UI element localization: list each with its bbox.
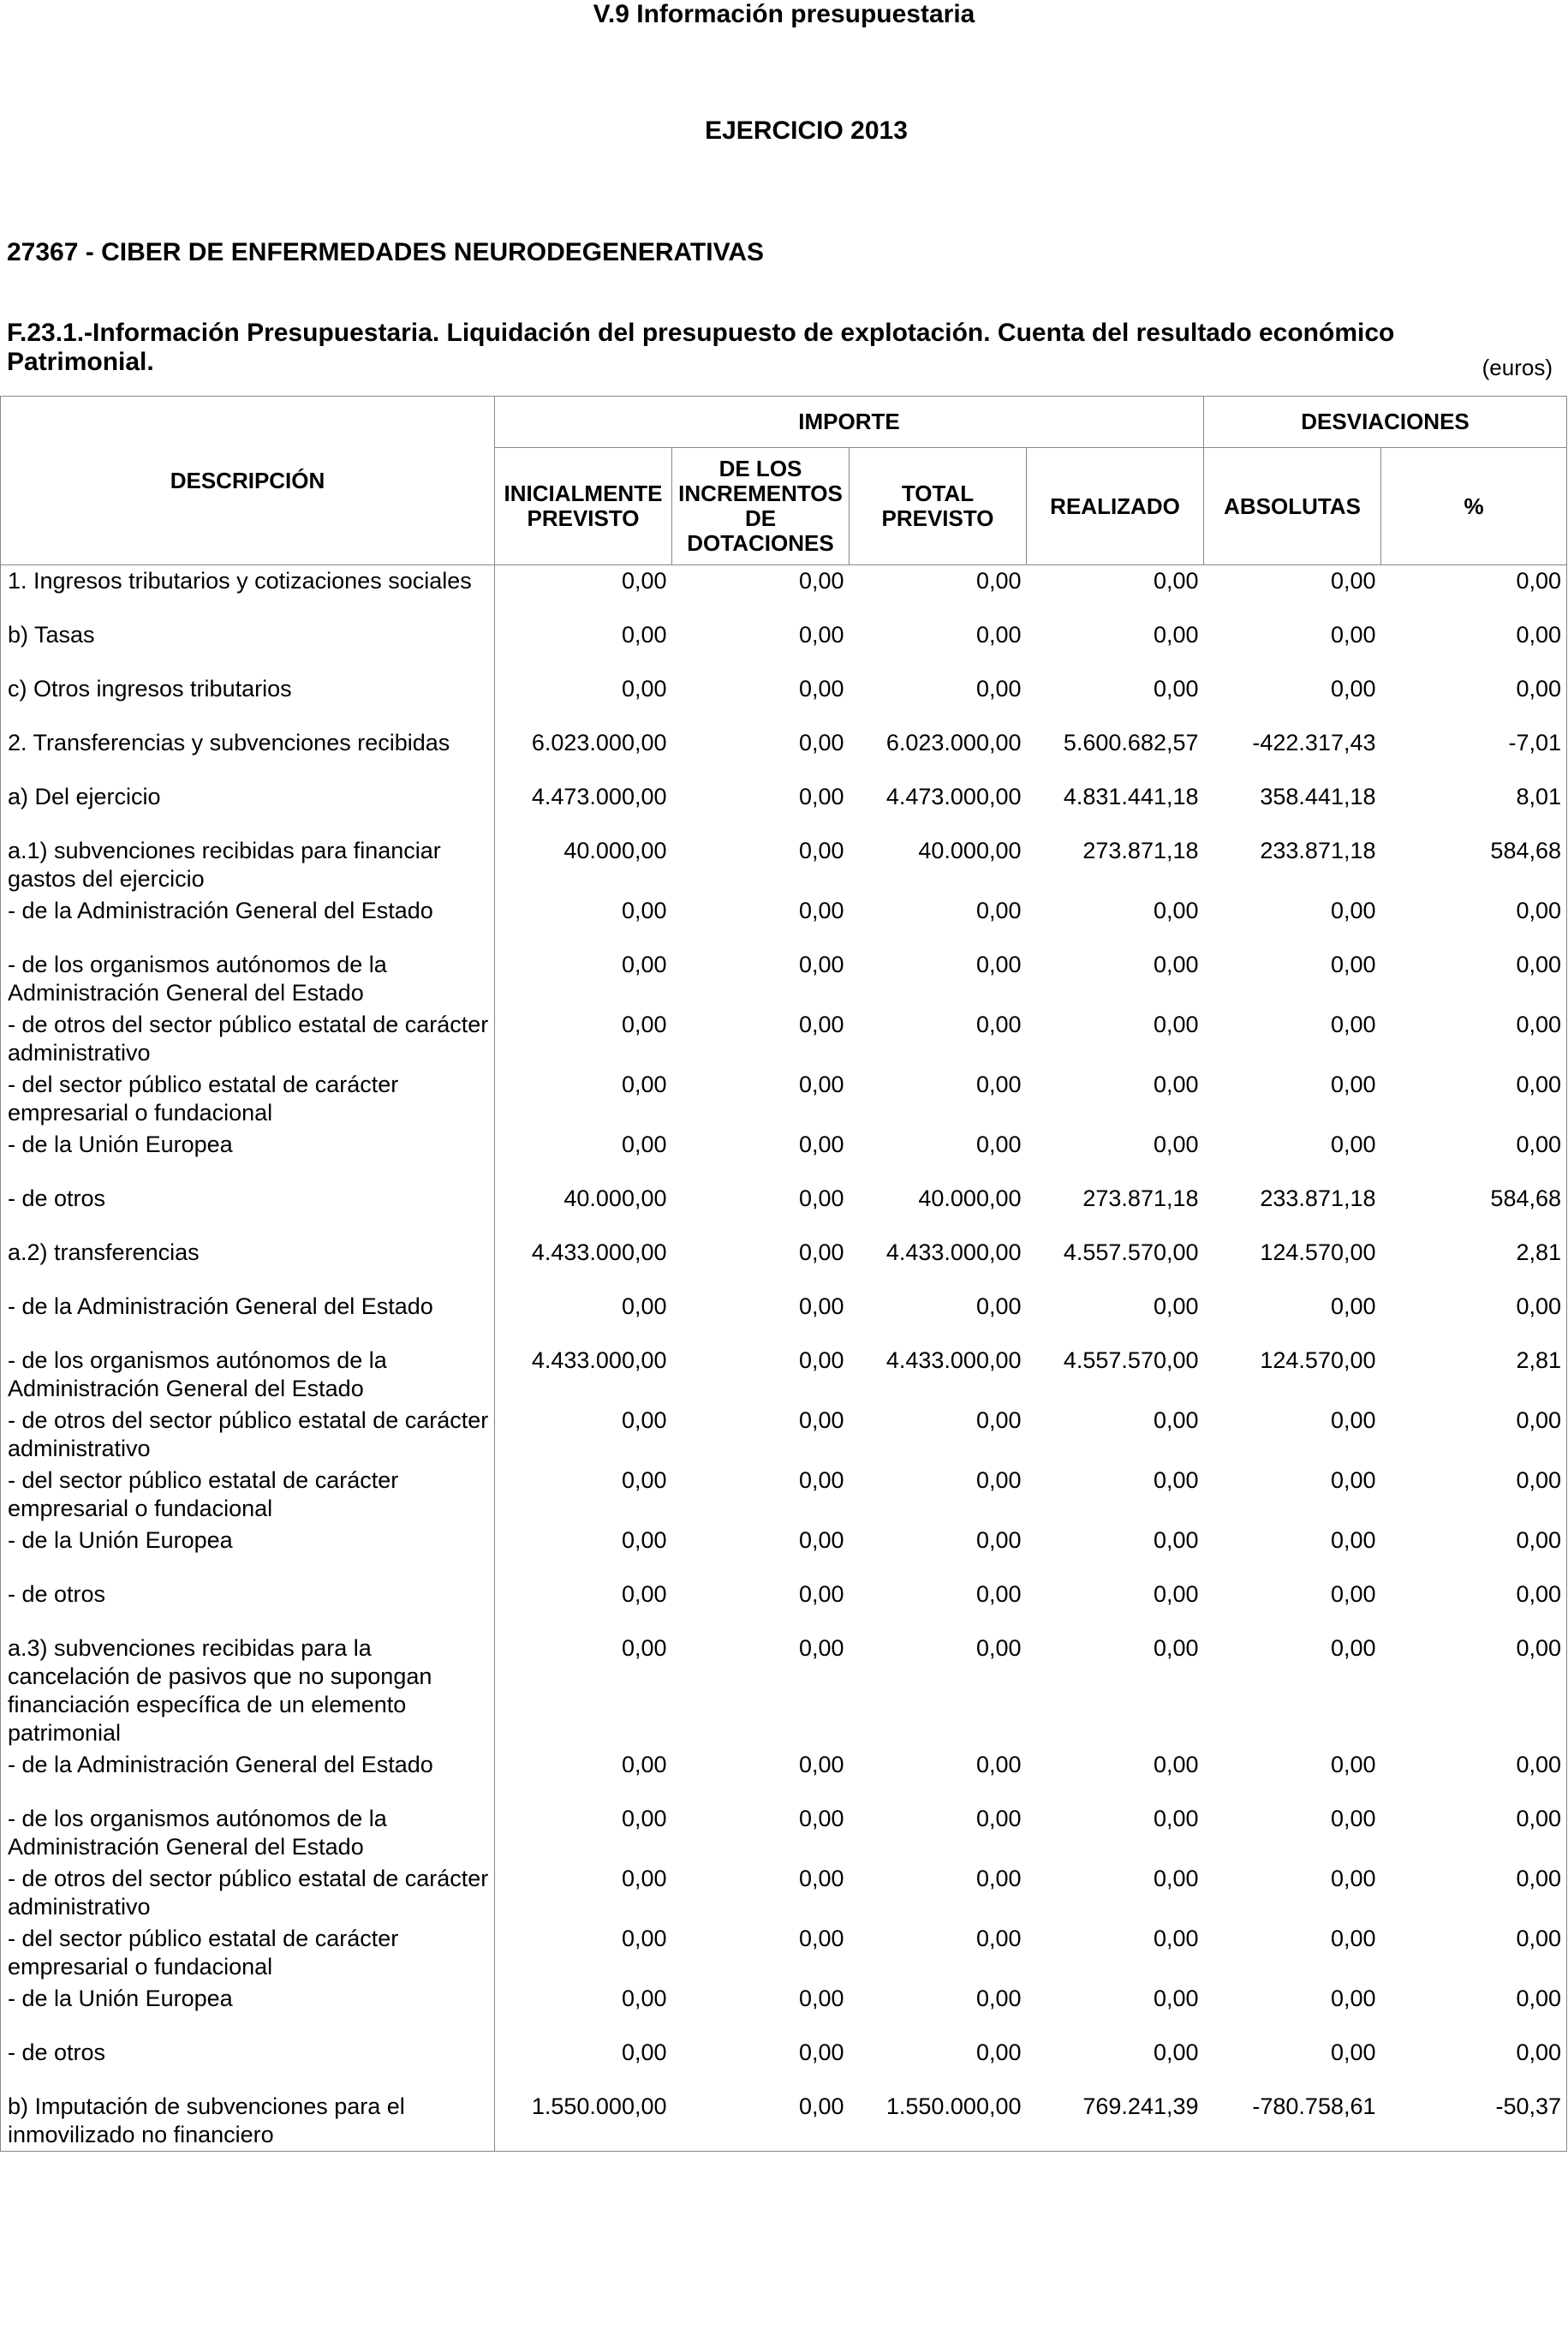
row-description: - de la Unión Europea: [1, 1525, 495, 1579]
table-row: [1, 673, 1567, 727]
cell-inicialmente-previsto: 0,00: [621, 1752, 667, 1777]
cell-absolutas: 0,00: [1330, 1752, 1376, 1777]
cell-inicialmente-previsto: 40.000,00: [563, 1185, 667, 1211]
cell-total-previsto: 0,00: [975, 1581, 1022, 1607]
cell-inicialmente-previsto: 0,00: [621, 568, 667, 594]
cell-realizado: 0,00: [1153, 1635, 1199, 1661]
cell-inicialmente-previsto: 0,00: [621, 676, 667, 702]
cell-total-previsto: 0,00: [975, 1467, 1022, 1493]
cell-realizado: 0,00: [1153, 1012, 1199, 1037]
cell-inicialmente-previsto: 6.023.000,00: [531, 730, 667, 755]
cell-percent: 0,00: [1381, 1291, 1567, 1345]
row-description: - del sector público estatal de carácter empresarial o fundacional: [1, 1923, 495, 1983]
table-row: [1, 1525, 1567, 1579]
cell-absolutas: 0,00: [1330, 1012, 1376, 1037]
cell-percent: 0,00: [1381, 1009, 1567, 1069]
cell-absolutas: 0,00: [1330, 1293, 1376, 1319]
exercise-year: EJERCICIO 2013: [705, 116, 908, 145]
cell-percent: -50,37: [1381, 2091, 1567, 2152]
cell-absolutas: 0,00: [1330, 676, 1376, 702]
header-row-groups: [1, 397, 1567, 448]
column-header-realizado: REALIZADO: [1027, 448, 1204, 565]
cell-realizado: 0,00: [1153, 1926, 1199, 1951]
row-description: a.2) transferencias: [1, 1237, 495, 1291]
cell-absolutas: 0,00: [1330, 1581, 1376, 1607]
row-description: - de la Administración General del Estado: [1, 895, 495, 949]
cell-incrementos: 0,00: [798, 1407, 844, 1433]
cell-realizado: 0,00: [1153, 1752, 1199, 1777]
cell-inicialmente-previsto: 0,00: [621, 1012, 667, 1037]
cell-percent: 0,00: [1381, 1983, 1567, 2037]
cell-total-previsto: 0,00: [975, 568, 1022, 594]
cell-incrementos: 0,00: [798, 952, 844, 977]
cell-absolutas: 0,00: [1330, 952, 1376, 977]
cell-percent: 0,00: [1381, 949, 1567, 1009]
entity-name: 27367 - CIBER DE ENFERMEDADES NEURODEGENERATIVAS: [7, 238, 765, 266]
cell-inicialmente-previsto: 0,00: [621, 622, 667, 648]
cell-incrementos: 0,00: [798, 1752, 844, 1777]
row-description: - de la Administración General del Estado: [1, 1749, 495, 1803]
table-row: [1, 1749, 1567, 1803]
cell-percent: 0,00: [1381, 1803, 1567, 1863]
cell-percent: 0,00: [1381, 1069, 1567, 1129]
cell-total-previsto: 0,00: [975, 1635, 1022, 1661]
column-group-importe: IMPORTE: [495, 397, 1204, 448]
row-description: - de los organismos autónomos de la Administración General del Estado: [1, 1803, 495, 1863]
cell-incrementos: 0,00: [672, 2091, 850, 2152]
cell-percent: -7,01: [1381, 727, 1567, 781]
cell-absolutas: 0,00: [1330, 1132, 1376, 1157]
cell-incrementos: 0,00: [798, 1185, 844, 1211]
cell-total-previsto: 0,00: [975, 622, 1022, 648]
cell-percent: 0,00: [1381, 565, 1567, 620]
cell-realizado: 273.871,18: [1082, 838, 1199, 863]
cell-percent: 0,00: [1381, 1465, 1567, 1525]
cell-percent: 0,00: [1381, 1405, 1567, 1465]
cell-incrementos: 0,00: [798, 1132, 844, 1157]
cell-inicialmente-previsto: 4.473.000,00: [531, 784, 667, 809]
row-description: - de la Unión Europea: [1, 1983, 495, 2037]
cell-incrementos: 0,00: [798, 1072, 844, 1097]
cell-percent: 0,00: [1381, 673, 1567, 727]
table-row: [1, 949, 1567, 1009]
table-row: [1, 1803, 1567, 1863]
column-header-inicialmente-previsto: INICIALMENTE PREVISTO: [495, 448, 672, 565]
table-row: [1, 1633, 1567, 1749]
cell-incrementos: 0,00: [798, 1347, 844, 1373]
cell-incrementos: 0,00: [798, 1239, 844, 1265]
cell-realizado: 0,00: [1153, 1072, 1199, 1097]
cell-incrementos: 0,00: [798, 1581, 844, 1607]
cell-absolutas: -422.317,43: [1252, 730, 1376, 755]
cell-inicialmente-previsto: 0,00: [621, 1806, 667, 1831]
cell-total-previsto: 0,00: [975, 1527, 1022, 1553]
cell-total-previsto: 40.000,00: [918, 1185, 1022, 1211]
cell-inicialmente-previsto: 0,00: [621, 1132, 667, 1157]
cell-absolutas: 0,00: [1330, 568, 1376, 594]
cell-percent: 0,00: [1381, 1633, 1567, 1749]
row-description: - de otros del sector público estatal de carácter administrativo: [1, 1863, 495, 1923]
cell-realizado: 4.831.441,18: [1063, 784, 1199, 809]
row-description: 1. Ingresos tributarios y cotizaciones sociales: [1, 565, 495, 620]
table-row: [1, 1129, 1567, 1183]
table-row: [1, 1069, 1567, 1129]
row-description: a.1) subvenciones recibidas para financiar gastos del ejercicio: [1, 835, 495, 895]
cell-realizado: 0,00: [1153, 1293, 1199, 1319]
column-header-description: DESCRIPCIÓN: [1, 397, 495, 565]
cell-absolutas: 0,00: [1330, 1926, 1376, 1951]
cell-total-previsto: 0,00: [975, 1806, 1022, 1831]
cell-absolutas: 124.570,00: [1260, 1347, 1376, 1373]
cell-absolutas: 0,00: [1330, 1527, 1376, 1553]
table-row: [1, 1009, 1567, 1069]
cell-incrementos: 0,00: [798, 1527, 844, 1553]
section-title: V.9 Información presupuestaria: [593, 0, 975, 28]
cell-absolutas: 358.441,18: [1260, 784, 1376, 809]
cell-percent: 0,00: [1381, 1129, 1567, 1183]
table-row: [1, 835, 1567, 895]
table-row: [1, 1983, 1567, 2037]
table-row: [1, 1345, 1567, 1405]
cell-realizado: 273.871,18: [1082, 1185, 1199, 1211]
table-row: [1, 1405, 1567, 1465]
cell-incrementos: 0,00: [798, 784, 844, 809]
cell-absolutas: 0,00: [1330, 898, 1376, 923]
cell-incrementos: 0,00: [798, 622, 844, 648]
cell-incrementos: 0,00: [798, 1293, 844, 1319]
row-description: c) Otros ingresos tributarios: [1, 673, 495, 727]
cell-total-previsto: 0,00: [975, 1072, 1022, 1097]
row-description: b) Tasas: [1, 619, 495, 673]
column-header-incrementos: DE LOS INCREMENTOS DE DOTACIONES: [672, 448, 850, 565]
row-description: a) Del ejercicio: [1, 781, 495, 835]
cell-total-previsto: 0,00: [975, 1012, 1022, 1037]
row-description: - de los organismos autónomos de la Administración General del Estado: [1, 949, 495, 1009]
cell-absolutas: 0,00: [1330, 1072, 1376, 1097]
cell-realizado: 0,00: [1153, 2039, 1199, 2065]
cell-realizado: 0,00: [1153, 676, 1199, 702]
row-description: - de otros del sector público estatal de carácter administrativo: [1, 1405, 495, 1465]
cell-inicialmente-previsto: 0,00: [621, 1293, 667, 1319]
cell-incrementos: 0,00: [798, 568, 844, 594]
cell-total-previsto: 0,00: [975, 1986, 1022, 2011]
cell-inicialmente-previsto: 0,00: [621, 1866, 667, 1891]
cell-incrementos: 0,00: [798, 1012, 844, 1037]
cell-absolutas: 0,00: [1330, 1866, 1376, 1891]
cell-percent: 8,01: [1381, 781, 1567, 835]
cell-realizado: 0,00: [1153, 1407, 1199, 1433]
cell-absolutas: 0,00: [1330, 1467, 1376, 1493]
table-row: [1, 1923, 1567, 1983]
cell-inicialmente-previsto: 4.433.000,00: [531, 1239, 667, 1265]
cell-incrementos: 0,00: [798, 1635, 844, 1661]
table-row: [1, 565, 1567, 620]
column-group-desviaciones: DESVIACIONES: [1204, 397, 1567, 448]
cell-percent: 0,00: [1381, 2037, 1567, 2091]
cell-absolutas: 0,00: [1330, 2039, 1376, 2065]
cell-total-previsto: 0,00: [975, 1866, 1022, 1891]
table-row: [1, 895, 1567, 949]
cell-realizado: 0,00: [1153, 1132, 1199, 1157]
cell-percent: 0,00: [1381, 1863, 1567, 1923]
cell-total-previsto: 40.000,00: [918, 838, 1022, 863]
cell-total-previsto: 0,00: [975, 676, 1022, 702]
cell-total-previsto: 0,00: [975, 2039, 1022, 2065]
cell-inicialmente-previsto: 0,00: [621, 1527, 667, 1553]
row-description: - de otros: [1, 2037, 495, 2091]
cell-inicialmente-previsto: 0,00: [621, 1635, 667, 1661]
row-description: - de la Administración General del Estado: [1, 1291, 495, 1345]
cell-realizado: 5.600.682,57: [1063, 730, 1199, 755]
cell-incrementos: 0,00: [798, 730, 844, 755]
table-row: [1, 1579, 1567, 1633]
cell-incrementos: 0,00: [798, 676, 844, 702]
table-row: [1, 1465, 1567, 1525]
table-row: [1, 727, 1567, 781]
cell-percent: 584,68: [1381, 1183, 1567, 1237]
cell-realizado: 0,00: [1153, 1527, 1199, 1553]
cell-inicialmente-previsto: 40.000,00: [563, 838, 667, 863]
cell-absolutas: 0,00: [1330, 1407, 1376, 1433]
cell-total-previsto: 0,00: [975, 1926, 1022, 1951]
cell-inicialmente-previsto: 0,00: [621, 1986, 667, 2011]
cell-realizado: 0,00: [1153, 898, 1199, 923]
cell-inicialmente-previsto: 0,00: [621, 1407, 667, 1433]
cell-realizado: 0,00: [1153, 1581, 1199, 1607]
table-row: [1, 2037, 1567, 2091]
cell-percent: 0,00: [1381, 1579, 1567, 1633]
row-description: - de otros: [1, 1183, 495, 1237]
cell-incrementos: 0,00: [798, 1926, 844, 1951]
cell-absolutas: 0,00: [1330, 1986, 1376, 2011]
table-row: [1, 781, 1567, 835]
cell-total-previsto: 4.433.000,00: [885, 1347, 1022, 1373]
cell-inicialmente-previsto: 0,00: [621, 1581, 667, 1607]
units-label: (euros): [1482, 355, 1553, 380]
form-title: F.23.1.-Información Presupuestaria. Liquidación del presupuesto de explotación. Cuenta del resultado económico Patrimonial.: [7, 319, 1395, 376]
cell-total-previsto: 0,00: [975, 898, 1022, 923]
table-row: [1, 619, 1567, 673]
cell-total-previsto: 4.473.000,00: [885, 784, 1022, 809]
row-description: - de otros del sector público estatal de carácter administrativo: [1, 1009, 495, 1069]
cell-realizado: 0,00: [1153, 568, 1199, 594]
cell-absolutas: 0,00: [1330, 1806, 1376, 1831]
table-row: [1, 1291, 1567, 1345]
cell-inicialmente-previsto: 1.550.000,00: [495, 2091, 672, 2152]
cell-percent: 0,00: [1381, 1525, 1567, 1579]
cell-total-previsto: 4.433.000,00: [885, 1239, 1022, 1265]
row-description: a.3) subvenciones recibidas para la cancelación de pasivos que no supongan financiación específica de un elemento patrimonial: [1, 1633, 495, 1749]
cell-absolutas: 233.871,18: [1260, 838, 1376, 863]
table-row: [1, 1863, 1567, 1923]
cell-realizado: 4.557.570,00: [1063, 1347, 1199, 1373]
cell-absolutas: 124.570,00: [1260, 1239, 1376, 1265]
cell-total-previsto: 0,00: [975, 1407, 1022, 1433]
cell-percent: 2,81: [1381, 1237, 1567, 1291]
cell-incrementos: 0,00: [798, 898, 844, 923]
cell-total-previsto: 0,00: [975, 1132, 1022, 1157]
budget-table: [0, 396, 1567, 2152]
cell-incrementos: 0,00: [798, 1467, 844, 1493]
column-header-absolutas: ABSOLUTAS: [1204, 448, 1381, 565]
cell-total-previsto: 0,00: [975, 1752, 1022, 1777]
cell-percent: 0,00: [1381, 1923, 1567, 1983]
cell-absolutas: 233.871,18: [1260, 1185, 1376, 1211]
row-description: - de otros: [1, 1579, 495, 1633]
cell-percent: 0,00: [1381, 1749, 1567, 1803]
row-description: - de la Unión Europea: [1, 1129, 495, 1183]
cell-incrementos: 0,00: [798, 1986, 844, 2011]
cell-inicialmente-previsto: 0,00: [621, 1467, 667, 1493]
cell-realizado: 0,00: [1153, 1986, 1199, 2011]
cell-percent: 0,00: [1381, 895, 1567, 949]
cell-realizado: 0,00: [1153, 622, 1199, 648]
cell-realizado: 4.557.570,00: [1063, 1239, 1199, 1265]
row-description: b) Imputación de subvenciones para el inmovilizado no financiero: [1, 2091, 495, 2152]
column-header-total-previsto: TOTAL PREVISTO: [850, 448, 1027, 565]
cell-inicialmente-previsto: 0,00: [621, 1926, 667, 1951]
cell-absolutas: -780.758,61: [1204, 2091, 1381, 2152]
cell-inicialmente-previsto: 4.433.000,00: [531, 1347, 667, 1373]
cell-realizado: 0,00: [1153, 952, 1199, 977]
cell-incrementos: 0,00: [798, 1866, 844, 1891]
row-description: - de los organismos autónomos de la Administración General del Estado: [1, 1345, 495, 1405]
table-row: [1, 1237, 1567, 1291]
cell-total-previsto: 0,00: [975, 1293, 1022, 1319]
row-description: 2. Transferencias y subvenciones recibidas: [1, 727, 495, 781]
cell-percent: 0,00: [1381, 619, 1567, 673]
row-description: - del sector público estatal de carácter empresarial o fundacional: [1, 1465, 495, 1525]
cell-incrementos: 0,00: [798, 838, 844, 863]
cell-incrementos: 0,00: [798, 1806, 844, 1831]
table-row: [1, 1183, 1567, 1237]
cell-absolutas: 0,00: [1330, 1635, 1376, 1661]
cell-inicialmente-previsto: 0,00: [621, 1072, 667, 1097]
cell-percent: 2,81: [1381, 1345, 1567, 1405]
cell-realizado: 0,00: [1153, 1806, 1199, 1831]
cell-realizado: 769.241,39: [1027, 2091, 1204, 2152]
cell-realizado: 0,00: [1153, 1866, 1199, 1891]
column-header-percent: %: [1381, 448, 1567, 565]
cell-percent: 584,68: [1381, 835, 1567, 895]
cell-total-previsto: 6.023.000,00: [885, 730, 1022, 755]
table-row: [1, 2091, 1567, 2152]
cell-inicialmente-previsto: 0,00: [621, 898, 667, 923]
cell-incrementos: 0,00: [798, 2039, 844, 2065]
cell-total-previsto: 0,00: [975, 952, 1022, 977]
cell-inicialmente-previsto: 0,00: [621, 952, 667, 977]
table-body: [1, 565, 1567, 2152]
cell-inicialmente-previsto: 0,00: [621, 2039, 667, 2065]
cell-absolutas: 0,00: [1330, 622, 1376, 648]
cell-total-previsto: 1.550.000,00: [850, 2091, 1027, 2152]
cell-realizado: 0,00: [1153, 1467, 1199, 1493]
row-description: - del sector público estatal de carácter empresarial o fundacional: [1, 1069, 495, 1129]
